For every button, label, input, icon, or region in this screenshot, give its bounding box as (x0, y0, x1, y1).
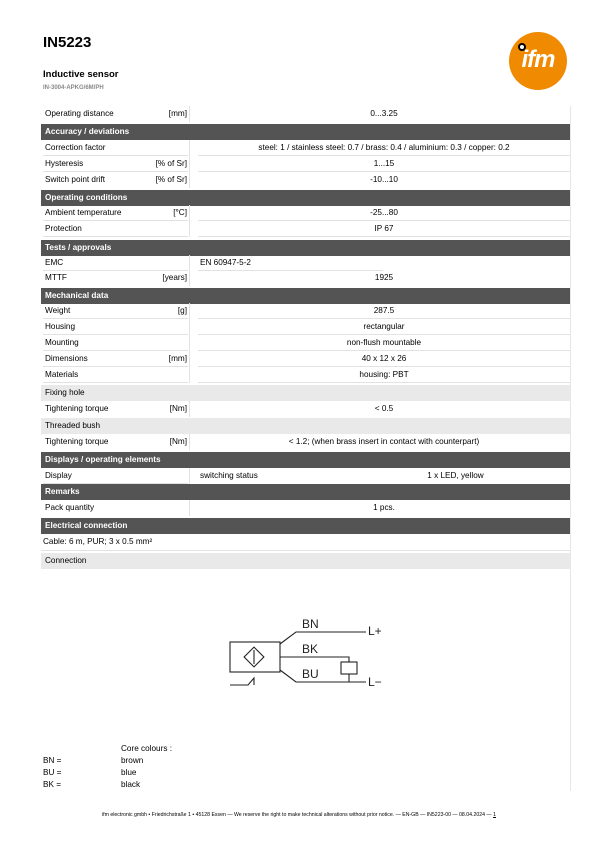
wire-label-bn: BN (302, 617, 319, 631)
page-title: IN5223 (43, 34, 92, 51)
core-code: BN = (43, 756, 62, 765)
wiring-diagram (226, 612, 396, 692)
row-value: 287.5 (373, 306, 395, 315)
section-tests-approvals: Tests / approvals (41, 240, 570, 256)
section-electrical-connection: Electrical connection (41, 518, 570, 534)
section-operating-conditions: Operating conditions (41, 190, 570, 206)
wire-label-bk: BK (302, 642, 319, 656)
row-switch-point-drift (41, 172, 570, 188)
row-housing (41, 319, 570, 335)
row-label: Weight (45, 306, 71, 315)
subsection-threaded-bush: Threaded bush (41, 418, 570, 434)
row-value: 1 pcs. (373, 503, 395, 512)
row-value: 1925 (374, 273, 394, 282)
core-code: BK = (43, 780, 61, 789)
row-value: steel: 1 / stainless steel: 0.7 / brass: 0.4 / aluminium: 0.3 / copper: 0.2 (258, 143, 510, 152)
row-unit: [g] (177, 306, 187, 315)
row-label: Protection (45, 224, 82, 233)
ifm-logo (509, 32, 567, 90)
subsection-fixing-hole: Fixing hole (41, 385, 570, 401)
row-label: Dimensions (45, 354, 88, 363)
core-code: BU = (43, 768, 62, 777)
section-accuracy: Accuracy / deviations (41, 124, 570, 140)
row-value: < 1.2; (when brass insert in contact with counterpart) (288, 437, 480, 446)
section-remarks: Remarks (41, 484, 570, 500)
wire-bu (280, 670, 366, 682)
core-colour: black (121, 780, 141, 789)
row-label: Switch point drift (45, 175, 106, 184)
wire-bk (280, 657, 349, 662)
row-label: Operating distance (45, 109, 114, 118)
row-mounting (41, 335, 570, 351)
row-label: Housing (45, 322, 76, 331)
subsection-connection: Connection (41, 553, 570, 569)
wire-bn (280, 632, 366, 644)
row-weight (41, 303, 570, 319)
row-label: Display (45, 471, 72, 480)
terminal-minus: L− (368, 675, 382, 689)
row-emc (41, 255, 570, 271)
row-label: MTTF (45, 273, 67, 282)
cable-spec: Cable: 6 m, PUR; 3 x 0.5 mm² (41, 534, 570, 551)
row-label: Correction factor (45, 143, 106, 152)
row-dimensions (41, 351, 570, 367)
row-unit: [mm] (168, 109, 187, 118)
row-value: non-flush mountable (346, 338, 422, 347)
section-displays: Displays / operating elements (41, 452, 570, 468)
row-value: < 0.5 (374, 404, 394, 413)
wire-label-bu: BU (302, 667, 319, 681)
section-mechanical-data: Mechanical data (41, 288, 570, 304)
row-label: Mounting (45, 338, 79, 347)
core-colour: blue (121, 768, 137, 777)
row-value: rectangular (363, 322, 405, 331)
core-colours-heading: Core colours : (121, 744, 172, 753)
row-unit: [Nm] (169, 404, 187, 413)
row-value: 1...15 (373, 159, 395, 168)
row-unit: [°C] (173, 208, 187, 217)
row-label: Pack quantity (45, 503, 95, 512)
row-label: Materials (45, 370, 79, 379)
row-mttf (41, 270, 570, 286)
row-value: 0...3.25 (370, 109, 398, 118)
article-code: IN-3004-APKG/6M/PH (43, 85, 104, 91)
row-unit: [Nm] (169, 437, 187, 446)
load-icon (341, 662, 357, 674)
page-footer (0, 812, 598, 818)
row-value: 40 x 12 x 26 (361, 354, 407, 363)
row-unit: [years] (162, 273, 187, 282)
row-unit: [% of Sr] (155, 175, 187, 184)
row-hysteresis (41, 156, 570, 172)
row-label: Hysteresis (45, 159, 84, 168)
row-ambient-temperature (41, 205, 570, 221)
row-value: 1 x LED, yellow (427, 471, 484, 480)
row-value: -10...10 (370, 175, 398, 184)
row-label: Tightening torque (45, 437, 109, 446)
row-key: switching status (200, 471, 258, 480)
row-bush-torque (41, 434, 570, 450)
row-label: Tightening torque (45, 404, 109, 413)
row-value: IP 67 (374, 224, 394, 233)
product-subtitle: Inductive sensor (43, 69, 119, 80)
row-display (41, 468, 570, 484)
row-unit: [mm] (168, 354, 187, 363)
row-pack-quantity (41, 500, 570, 516)
row-protection (41, 221, 570, 237)
row-unit: [% of Sr] (155, 159, 187, 168)
footer-text: ifm electronic gmbh • Friedrichstraße 1 • 45128 Essen — We reserve the right to make technical alterations without prior notice. — EN-GB — IN5223-00 — 08.04.2024 — (102, 812, 492, 818)
terminal-plus: L+ (368, 624, 382, 638)
row-materials (41, 367, 570, 383)
row-value: EN 60947-5-2 (200, 258, 251, 267)
row-correction-factor (41, 140, 570, 156)
row-operating-distance (41, 106, 570, 122)
row-value: -25...80 (370, 208, 398, 217)
core-colour: brown (121, 756, 144, 765)
row-label: Ambient temperature (45, 208, 122, 217)
logo-text: ifm (521, 46, 555, 73)
row-fixing-torque (41, 401, 570, 417)
page-number: 1 (493, 812, 496, 818)
row-value: housing: PBT (359, 370, 409, 379)
row-label: EMC (45, 258, 64, 267)
sensor-body (230, 642, 280, 672)
